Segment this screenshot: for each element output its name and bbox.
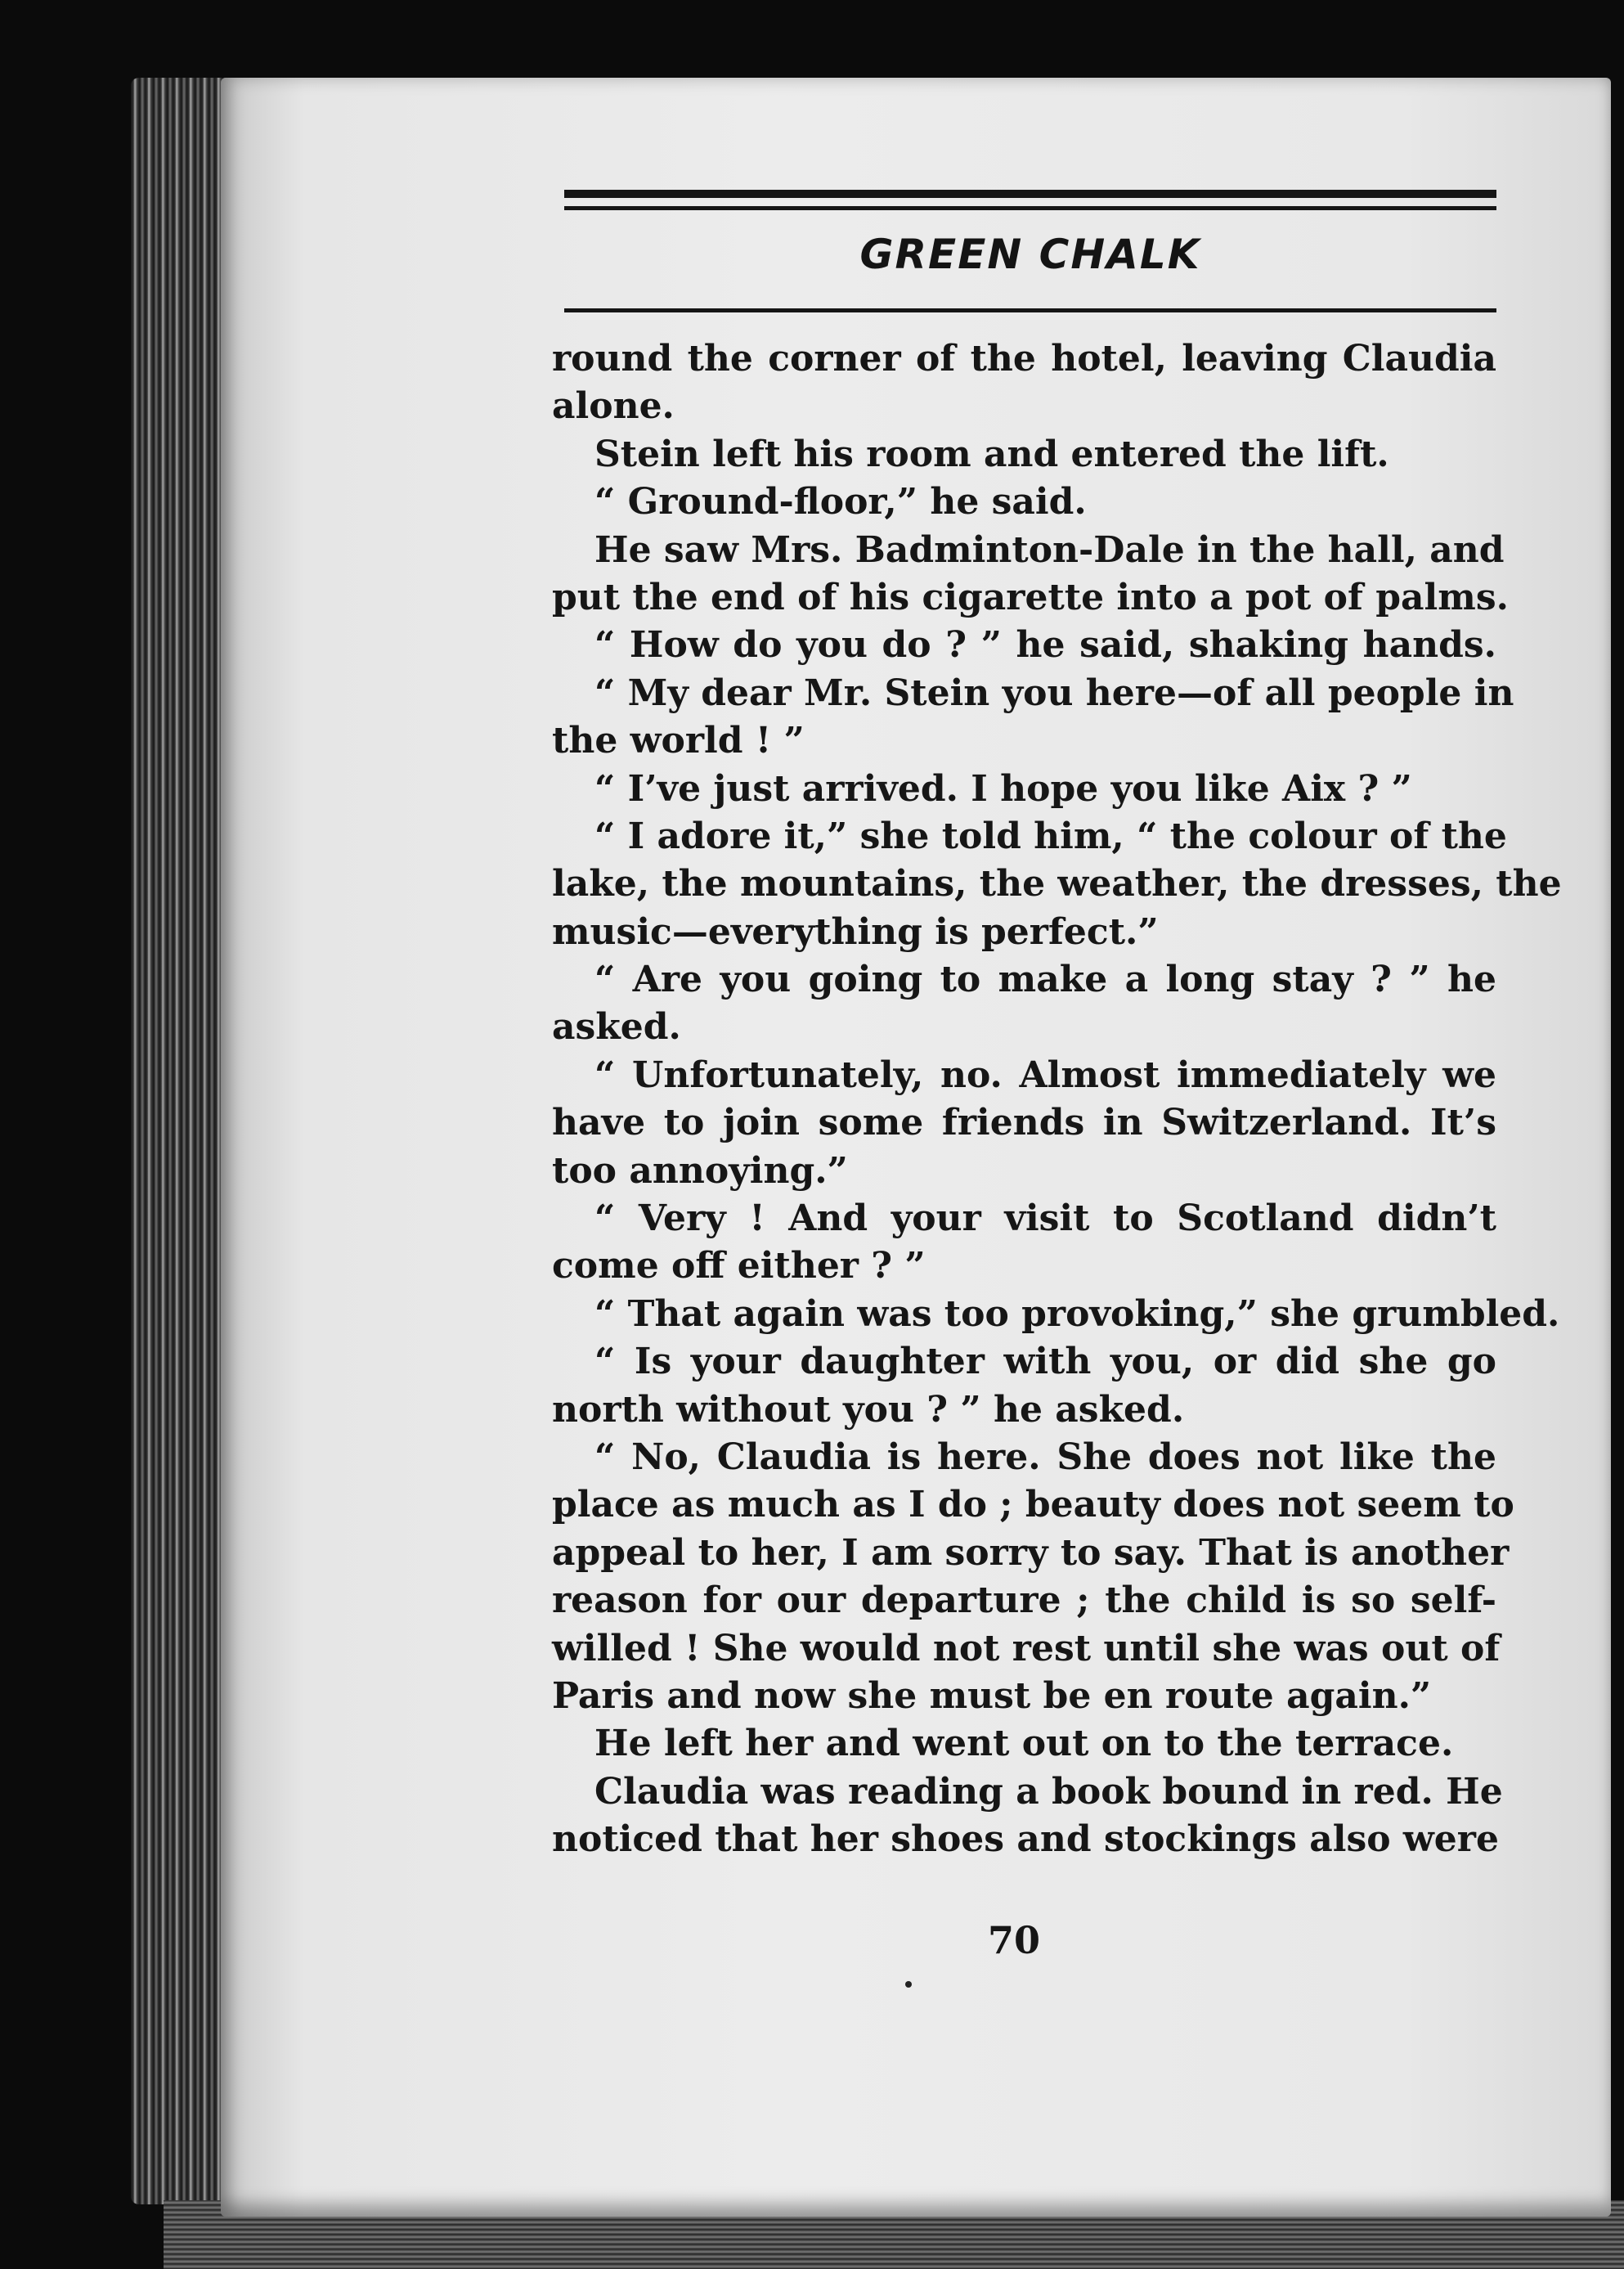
body-text (552, 335, 1562, 1864)
text-line: He saw Mrs. Badminton-Dale in the hall, and (594, 528, 1505, 571)
text-line: “ How do you do ? ” he said, shaking hands. (594, 624, 1496, 667)
text-line: “ My dear Mr. Stein you here—of all people in (594, 672, 1514, 714)
text-line: alone. (552, 385, 675, 428)
text-line: “ I’ve just arrived. I hope you like Aix ? ” (594, 767, 1412, 810)
text-line: “ Ground-floor,” he said. (594, 481, 1087, 523)
text-line: noticed that her shoes and stockings also were (552, 1818, 1499, 1861)
text-line: reason for our departure ; the child is so self- (552, 1579, 1496, 1622)
header-rule-thick (564, 190, 1496, 198)
text-line: He left her and went out on to the terrace. (594, 1723, 1454, 1765)
text-line: Claudia was reading a book bound in red. He (594, 1770, 1503, 1813)
text-line: north without you ? ” he asked. (552, 1388, 1185, 1431)
text-line: Paris and now she must be en route again.” (552, 1674, 1432, 1717)
text-line: “ I adore it,” she told him, “ the colour of the (594, 815, 1507, 857)
running-head: GREEN CHALK (859, 231, 1201, 278)
text-line: “ Unfortunately, no. Almost immediately we (594, 1054, 1496, 1096)
text-line: “ Is your daughter with you, or did she go (594, 1341, 1496, 1383)
text-line: “ Very ! And your visit to Scotland didn’t (594, 1197, 1496, 1240)
text-line: lake, the mountains, the weather, the dresses, the (552, 863, 1562, 905)
text-line: music—everything is perfect.” (552, 910, 1159, 953)
text-line: the world ! ” (552, 720, 805, 762)
text-line: have to join some friends in Switzerland. It’s (552, 1102, 1496, 1144)
text-line: round the corner of the hotel, leaving Claudia (552, 338, 1496, 380)
text-line: Stein left his room and entered the lift. (594, 433, 1389, 475)
text-line: willed ! She would not rest until she was out of (552, 1627, 1501, 1669)
text-line: put the end of his cigarette into a pot of palms. (552, 576, 1509, 618)
text-line: too annoying.” (552, 1149, 848, 1192)
text-line: “ No, Claudia is here. She does not like the (594, 1436, 1496, 1478)
header-rule-bottom (564, 308, 1496, 312)
header-rule-thin (564, 206, 1496, 210)
text-line: “ That again was too provoking,” she grumbled. (594, 1292, 1560, 1335)
page-number: 70 (987, 1918, 1040, 1962)
text-line: place as much as I do ; beauty does not seem to (552, 1484, 1514, 1526)
ink-speck (905, 1981, 912, 1988)
text-line: appeal to her, I am sorry to say. That is another (552, 1531, 1510, 1574)
text-line: “ Are you going to make a long stay ? ” he (594, 959, 1496, 1001)
text-line: asked. (552, 1006, 681, 1049)
text-line: come off either ? ” (552, 1245, 926, 1287)
